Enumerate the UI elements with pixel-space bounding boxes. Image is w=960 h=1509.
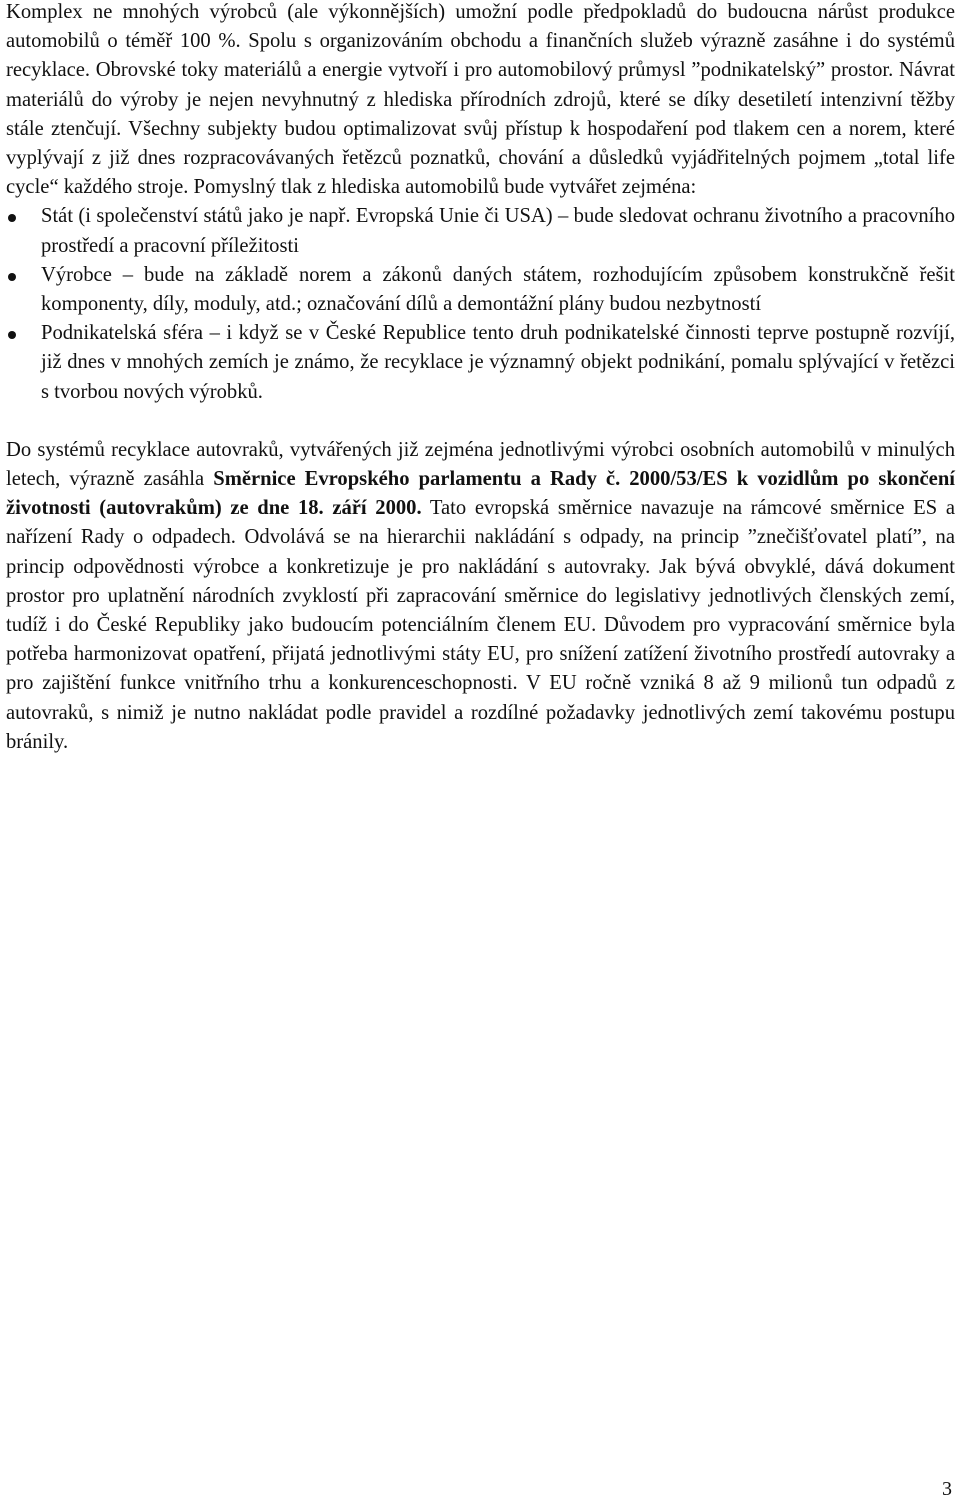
paragraph-eu-directive [6, 436, 955, 757]
bullet-icon [8, 273, 16, 281]
bullet-icon [8, 214, 16, 222]
list-item [6, 319, 955, 407]
paragraph-recycling-intro: Komplex ne mnohých výrobců (ale výkonnějších) umožní podle předpokladů do budoucna nárůst produkce automobilů o téměř 100 %. Spolu s organizováním obchodu a finančních služeb výrazně zasáhne i do systémů recyklace. Obrovské toky materiálů a energie vytvoří i pro automobilový průmysl ”podnikatelský” prostor. Návrat materiálů do výroby je nejen nevyhnutný z hlediska přírodních zdrojů, které se díky desetiletí intenzivní těžby stále ztenčují. Všechny subjekty budou optimalizovat svůj přístup k hospodaření pod tlakem cen a norem, které vyplývají z již dnes rozpracovávaných řetězců poznatků, chování a důsledků vyjádřitelných pojmem „total life cycle“ každého stroje. Pomyslný tlak z hlediska automobilů bude vytvářet zejména: [6, 1, 955, 199]
directive-intro-text: Do systémů recyklace autovraků, vytvářených již zejména jednotlivými výrobci osobních automobilů v minulých letech, výrazně zasáhla [6, 438, 955, 491]
directive-body-text: Tato evropská směrnice navazuje na rámcové směrnice ES a nařízení Rady o odpadech. Odvolává se na hierarchii nakládání s odpady, na princip ”znečišťovatel platí”, na princip odpovědnosti výrobce a konkretizuje je pro nakládání s autovraky. Jak bývá obvyklé, dává dokument prostor pro uplatnění národních zvyklostí při zapracování směrnice do legislativy jednotlivých členských zemí, tudíž i do České Republiky jako budoucím potenciálním členem EU. Důvodem pro vypracování směrnice byla potřeba harmonizovat opatření, přijatá jednotlivými státy EU, pro snížení zatížení životního prostředí autovraky a pro zajištění funkce vnitřního trhu a konkurenceschopnosti. V EU ročně vzniká 8 až 9 milionů tun odpadů z autovraků, s nimiž je nutno nakládat podle pravidel a rozdílné požadavky jednotlivých zemí takovému postupu bránily. [6, 497, 955, 753]
bullet-text: Stát (i společenství států jako je např. Evropská Unie či USA) – bude sledovat ochranu životního a pracovního prostředí a pracovní příležitosti [41, 205, 955, 257]
paragraph-spacer [6, 407, 955, 436]
directive-title-bold: Směrnice Evropského parlamentu a Rady č. 2000/53/ES k vozidlům po skončení životnosti (autovrakům) ze dne 18. září 2000. [6, 468, 955, 520]
pressure-bullet-list [6, 202, 955, 406]
list-item [6, 202, 955, 260]
document-page [6, 0, 955, 757]
bullet-icon [8, 331, 16, 339]
bullet-text: Výrobce – bude na základě norem a zákonů daných státem, rozhodujícím způsobem konstrukčně řešit komponenty, díly, moduly, atd.; označování dílů a demontážní plány budou nezbytností [41, 263, 955, 316]
page-number: 3 [942, 1478, 952, 1500]
list-item [6, 261, 955, 319]
bullet-text: Podnikatelská sféra – i když se v České Republice tento druh podnikatelské činnosti teprve postupně rozvíjí, již dnes v mnohých zemích je známo, že recyklace je významný objekt podnikání, pomalu splývající v řetězci s tvorbou nových výrobků. [41, 322, 955, 403]
